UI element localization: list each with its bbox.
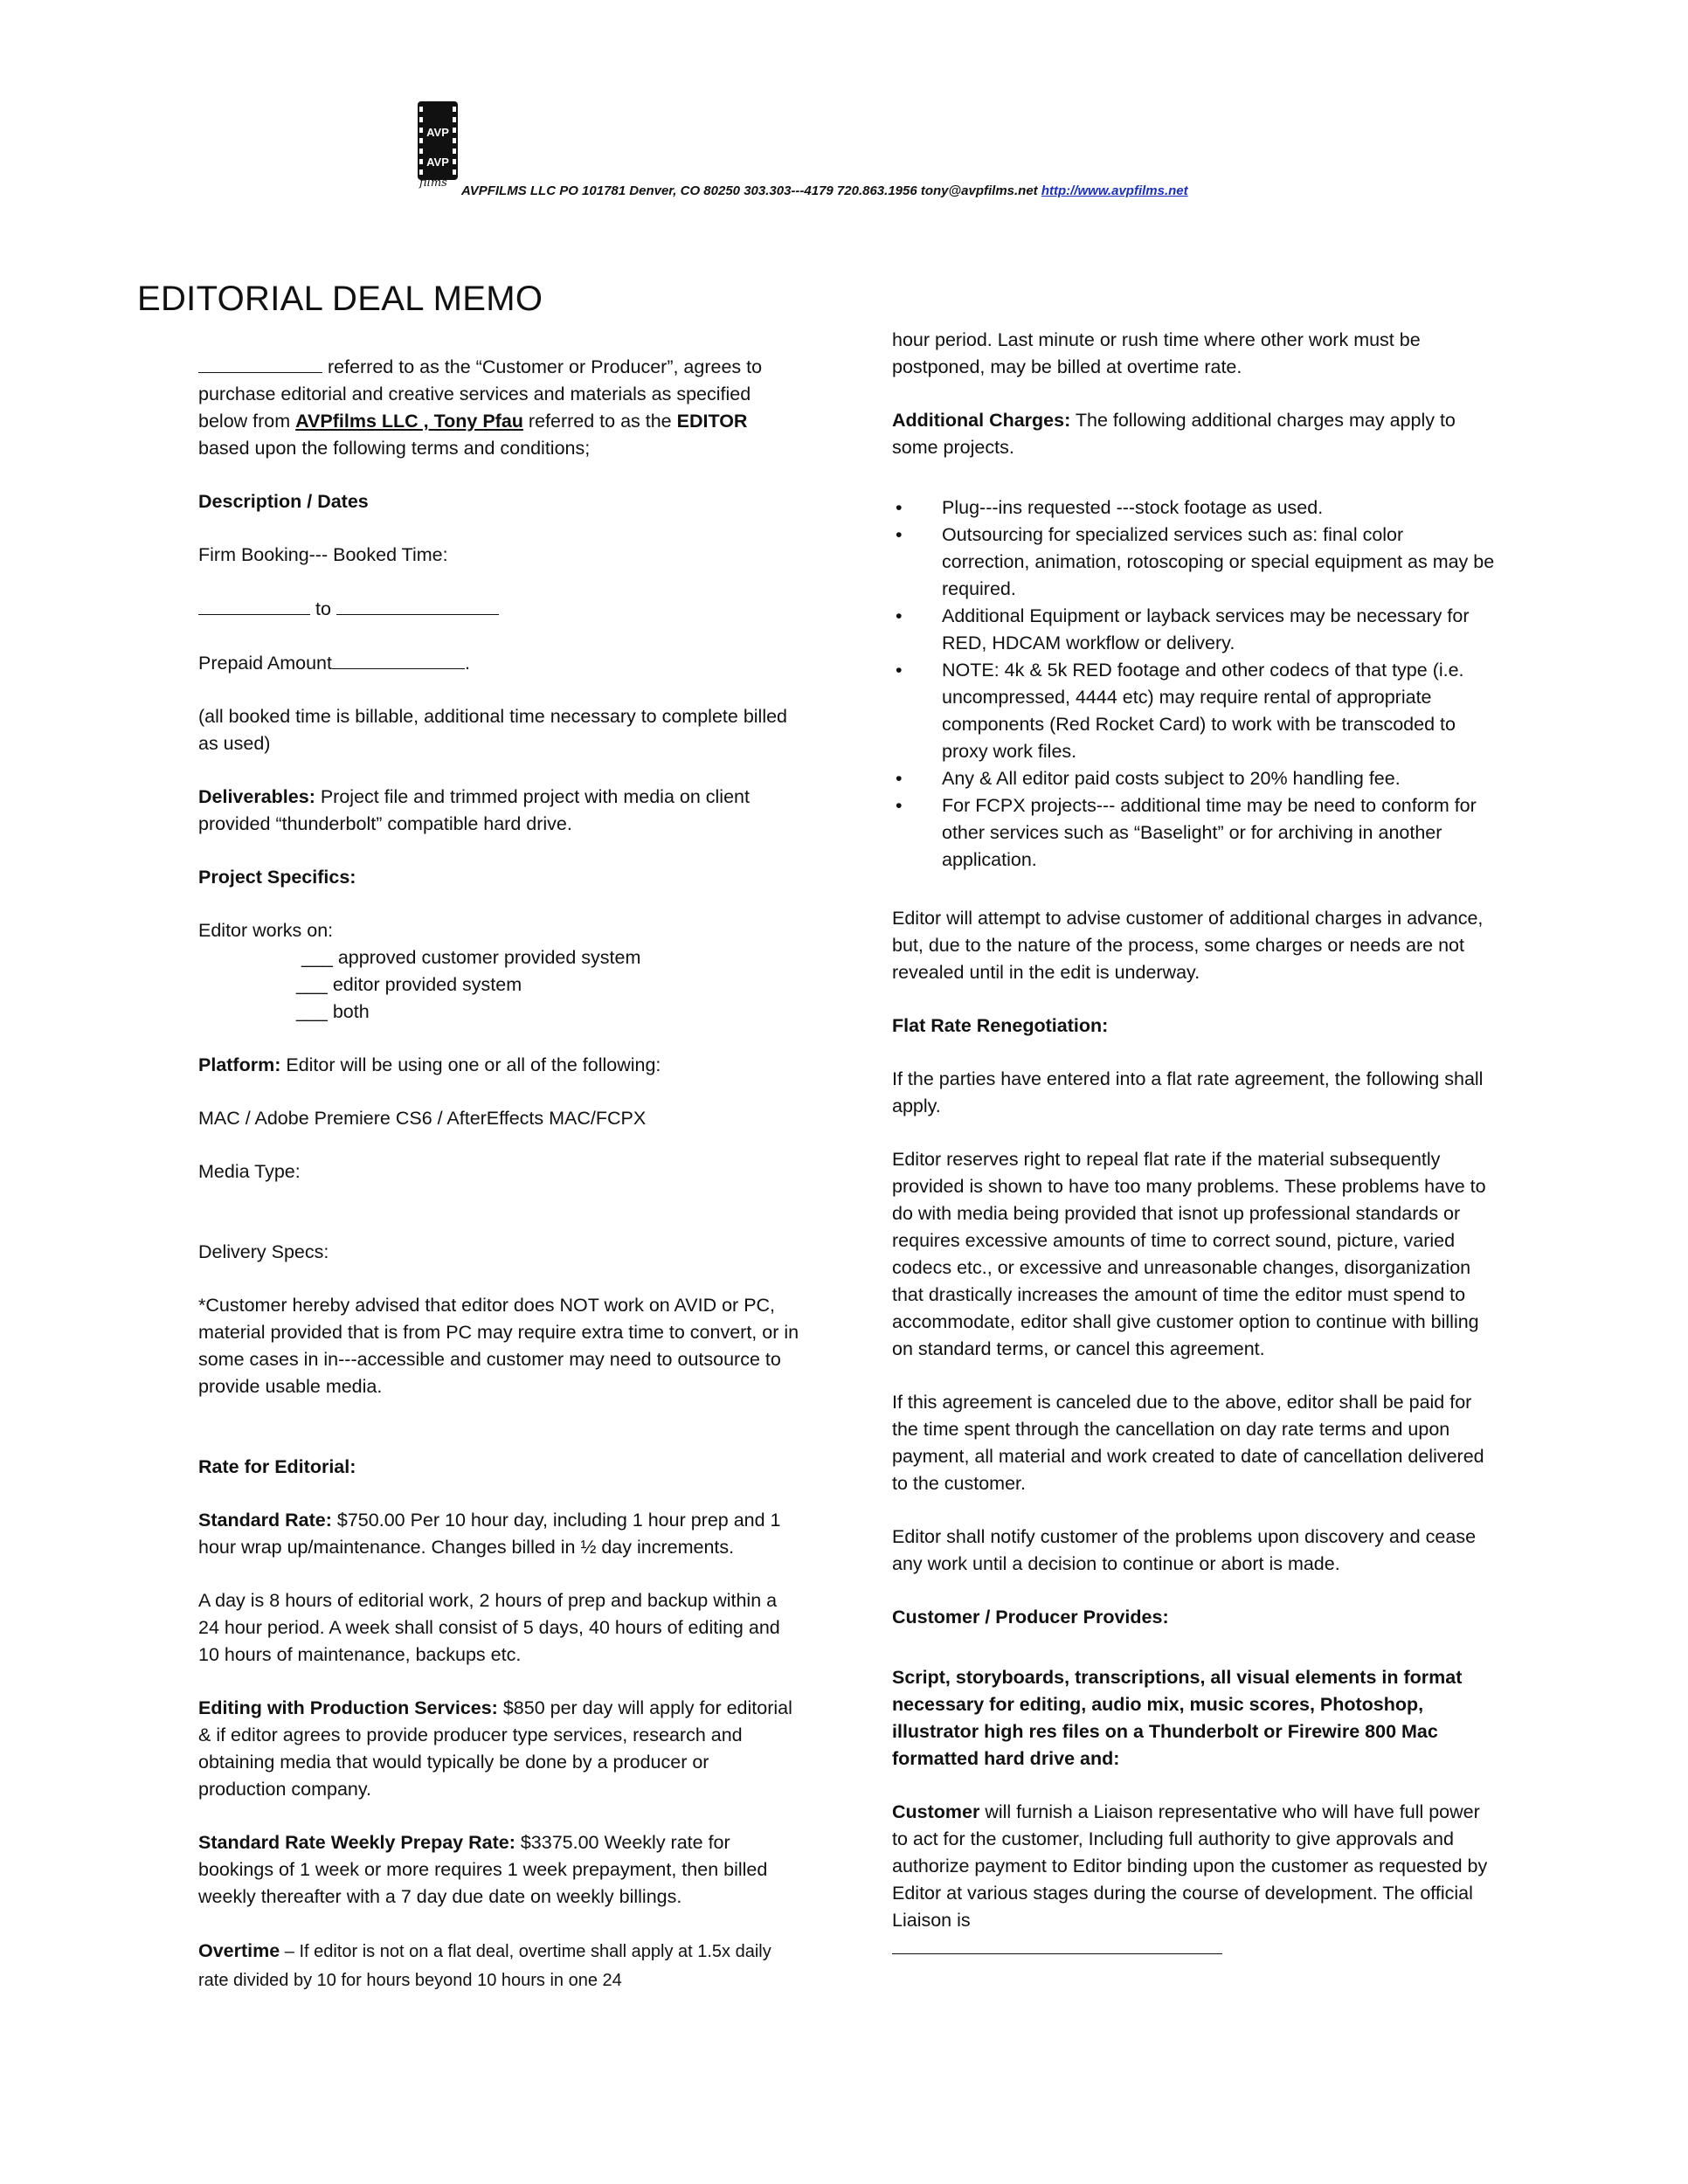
platform-text: Editor will be using one or all of the following: [280,1054,661,1075]
list-item [892,765,1495,792]
weekly-rate [198,1829,801,1911]
deliverables [198,784,801,838]
standard-rate [198,1507,801,1561]
bullet-icon: • [896,768,903,789]
to-label: to [315,598,331,619]
provides-heading: Customer / Producer Provides: [892,1607,1169,1628]
project-specifics-heading: Project Specifics: [198,867,356,888]
day-definition: A day is 8 hours of editorial work, 2 hours of prep and backup within a 24 hour period. A week shall consist of 5 days, 40 hours of editing and 10 hours of maintenance, backups etc. [198,1590,780,1665]
billable-note: (all booked time is billable, additional time necessary to complete billed as used) [198,706,788,754]
list-item-text: Additional Equipment or layback services may be necessary for RED, HDCAM workflow or delivery. [942,605,1470,653]
intro-paragraph [198,353,801,462]
rate-heading: Rate for Editorial: [198,1456,356,1477]
customer-label: Customer [892,1801,980,1822]
option-both[interactable]: ___ both [296,1001,370,1022]
platform [198,1052,801,1079]
list-item [892,657,1495,765]
liaison-line [892,1934,1495,1962]
bullet-icon: • [896,660,903,681]
overtime [198,1937,801,1995]
bullet-icon: • [896,605,903,626]
firm-booking-label: Firm Booking--- Booked Time: [198,544,448,565]
page-title: EDITORIAL DEAL MEMO [137,280,543,318]
booked-time-line [198,595,801,623]
overtime-continued: hour period. Last minute or rush time where other work must be postponed, may be billed at overtime rate. [892,329,1421,377]
avid-note: *Customer hereby advised that editor does NOT work on AVID or PC, material provided that is from PC may require extra time to convert, or in some cases in in---accessible and customer may need to outsource to provide usable media. [198,1295,799,1397]
customer-liaison [892,1799,1495,1934]
intro-text-2: referred to as the [522,411,677,432]
additional-charges [892,407,1495,461]
booked-start-blank[interactable] [198,595,310,615]
list-item-text: For FCPX projects--- additional time may be need to conform for other services such as “Baselight” or for archiving in another application. [942,795,1477,870]
standard-rate-text: $750.00 Per 10 hour day, including 1 hour prep and 1 hour wrap up/maintenance. Changes billed in ½ day increments. [198,1510,781,1558]
bullet-icon: • [896,795,903,816]
cancel-text: If this agreement is canceled due to the above, editor shall be paid for the time spent through the cancellation on day rate terms and upon payment, all material and work created to date of cancellation delivered to the customer. [892,1392,1484,1494]
intro-text-3: based upon the following terms and conditions; [198,438,591,459]
list-item [892,494,1495,522]
list-item-text: NOTE: 4k & 5k RED footage and other codecs of that type (i.e. uncompressed, 4444 etc) may require rental of appropriate components (Red Rocket Card) to work with be transcoded to proxy work files. [942,660,1464,762]
platform-label: Platform: [198,1054,281,1075]
weekly-label: Standard Rate Weekly Prepay Rate: [198,1832,515,1853]
list-item-text: Plug---ins requested ---stock footage as used. [942,497,1324,518]
additional-text: The following additional charges may apply to some projects. [892,410,1456,458]
overtime-text: – If editor is not on a flat deal, overtime shall apply at 1.5x daily rate divided by 10 for hours beyond 10 hours in one 24 [198,1942,771,1990]
bullet-icon: • [896,497,903,518]
logo-label: AVP [426,126,449,139]
production-text: $850 per day will apply for editorial & if editor agrees to provide producer type services, research and obtaining media that would typically be done by a producer or production company. [198,1697,792,1800]
additional-charges-list [892,494,1495,874]
delivery-specs-label: Delivery Specs: [198,1241,329,1262]
list-item-text: Any & All editor paid costs subject to 20% handling fee. [942,768,1401,789]
notify-text: Editor shall notify customer of the problems upon discovery and cease any work until a decision to continue or abort is made. [892,1526,1477,1574]
customer-name-blank[interactable] [198,353,322,373]
logo-label-lower: AVP [426,156,449,169]
production-label: Editing with Production Services: [198,1697,498,1718]
flat-rate-intro: If the parties have entered into a flat rate agreement, the following shall apply. [892,1068,1484,1116]
description-heading: Description / Dates [198,491,369,512]
logo-wordmark: films [419,176,447,190]
option-editor-system[interactable]: ___ editor provided system [296,974,522,995]
deliverables-label: Deliverables: [198,786,315,807]
provides-text: Script, storyboards, transcriptions, all visual elements in format necessary for editing, audio mix, music scores, Photoshop, illustrator high res files on a Thunderbolt or Firewire 800 Mac formatted hard drive and: [892,1667,1463,1769]
deliverables-text: Project file and trimmed project with media on client provided “thunderbolt” compatible hard drive. [198,786,750,834]
prepaid-end: . [465,653,470,674]
production-services [198,1695,801,1803]
option-customer-system[interactable]: ___ approved customer provided system [301,947,641,968]
customer-text: will furnish a Liaison representative who will have full power to act for the customer, Including full authority to give approvals and authorize payment to Editor binding upon the customer as requested by Editor at various stages during the course of development. The official Liaison is [892,1801,1488,1931]
list-item-text: Outsourcing for specialized services such as: final color correction, animation, rotoscoping or special equipment as may be required. [942,524,1495,599]
prepaid-line [198,649,801,677]
intro-text-1: referred to as the “Customer or Producer”, agrees to purchase editorial and creative services and materials as specified below from [198,356,763,432]
standard-rate-label: Standard Rate: [198,1510,332,1531]
additional-label: Additional Charges: [892,410,1071,431]
platform-list: MAC / Adobe Premiere CS6 / AfterEffects MAC/FCPX [198,1108,647,1129]
prepaid-blank[interactable] [332,649,465,669]
right-column [892,327,1495,1962]
website-link[interactable]: http://www.avpfilms.net [1041,183,1188,198]
editor-works-on: Editor works on: [198,920,334,941]
liaison-blank[interactable] [892,1934,1222,1954]
prepaid-label: Prepaid Amount [198,653,332,674]
advise-text: Editor will attempt to advise customer of additional charges in advance, but, due to the nature of the process, some charges or needs are not revealed until in the edit is underway. [892,908,1484,983]
list-item [892,522,1495,603]
flat-rate-repeal: Editor reserves right to repeal flat rate if the material subsequently provided is shown to have too many problems. These problems have to do with media being provided that isnot up professional standards or requires excessive amounts of time to correct sound, picture, varied codecs etc., or excessive and unreasonable changes, disorganization that drastically increases the amount of time the editor must spend to accommodate, editor shall give customer option to continue with billing on standard terms, or cancel this agreement. [892,1149,1486,1359]
left-column [198,353,801,2022]
bullet-icon: • [896,524,903,545]
letterhead-address: AVPFILMS LLC PO 101781 Denver, CO 80250 303.303---4179 720.863.1956 tony@avpfilms.net [461,183,1038,198]
intro-company: AVPfilms LLC , Tony Pfau [295,411,523,432]
list-item [892,603,1495,657]
overtime-label: Overtime [198,1940,280,1961]
weekly-text: $3375.00 Weekly rate for bookings of 1 week or more requires 1 week prepayment, then billed weekly thereafter with a 7 day due date on weekly billings. [198,1832,768,1907]
list-item [892,792,1495,874]
intro-editor: EDITOR [676,411,748,432]
media-type-label: Media Type: [198,1161,301,1182]
flat-rate-heading: Flat Rate Renegotiation: [892,1015,1109,1036]
booked-end-blank[interactable] [336,595,499,615]
